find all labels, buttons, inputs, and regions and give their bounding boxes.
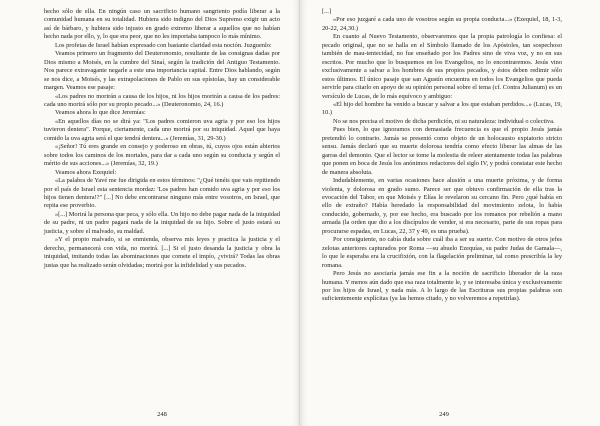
paragraph: [...] xyxy=(322,8,331,15)
paragraph: Veamos ahora lo que dice Jeremías: xyxy=(55,109,146,117)
paragraph: Los profetas de Israel habían expresado con bastante claridad esta noción. Juzguenlo: xyxy=(55,41,272,49)
page-number: 249 xyxy=(439,411,449,418)
paragraph: No se nos precisa el motivo de dicha perdición, ni su naturaleza: individual o colectiva. xyxy=(333,117,555,125)
quote: «¡Señor! Tú eres grande en consejo y poderoso en obras, tú, cuyos ojos están abiertos sobre todos los caminos de los mortales, para dar a cada uno según su conducta y según el mérito de sus acciones...» (Jeremías, 32, 19.) xyxy=(44,143,280,168)
quote: »Y el propio malvado, si se enmienda, observa mis leyes y practica la justicia y el derecho, permanecerá con vida, no morirá. [...] Si el justo desanda la justicia y obra la iniquidad, imitando todas las abominaciones que comete el impío, ¿vivirá? Todas las obras justas que ha realizado serán olvidadas; morirá por la infidelidad y sus pecados. xyxy=(44,236,280,269)
quote: »Por eso juzgaré a cada uno de vosotros según su propia conducta...» (Ezequiel, 18, 1-3, 20-22, 24,30.) xyxy=(322,16,562,32)
paragraph: Pero Jesús no asociaría jamás ese fin a la noción de sacrificio liberador de la raza humana. Y menos aún dado que esa raza totalmente le, y se interesaba única y exclusivamente por los hijos de Israel, y nada más. A lo largo de las Escrituras sus propias palabras son suficientemente explícitas (ya las hemos citado, y no volveremos a repetirlas). xyxy=(322,270,562,303)
quote: »[...] Morirá la persona que peca, y sólo ella. Un hijo no debe pagar nada de la iniquidad de su padre, ni un padre pagará nada de la iniquidad de su hijo. Sobre el justo estará su justicia, y sobre el malvado, su maldad. xyxy=(44,210,280,235)
quote: «La palabra de Yavé me fue dirigida en estos términos: "¿Qué tenéis que vais repitiendo por el país de Israel esta sentencia mordaz: 'Los padres han comido uva agria y por eso los hijos tienen dentera!?" [...] No debe encontrarse ninguno más entre vosotros, en Israel, que repita ese proverbio. xyxy=(44,177,280,210)
left-page-text xyxy=(44,8,280,270)
page-number: 248 xyxy=(157,411,167,418)
quote: «En aquellos días no se dirá ya: "Los padres comieron uva agria y por eso los hijos tuvieron dentera". Porque, ciertamente, cada uno morirá por su iniquidad. Aquel que haya comido la uva agria será el que tendrá dentera...» (Jeremías, 31, 29-30.) xyxy=(44,117,280,142)
paragraph: Veamos primero un fragmento del Deuteronomio, resultante de las consignas dadas por Dios mismo a Moisés, en la cumbre del Sinaí, según la tradición del Antiguo Testamento. Nos parece extravagante negarle a este una importancia capital. Entre Dios hablando, según se nos dice, a Moisés, y las extrapolaciones de Pablo en sus epístolas, hay un considerable margen. Veamos ese pasaje: xyxy=(44,50,280,92)
paragraph: Pues bien, lo que ignoramos con demasiada frecuencia es que el propio Jesús jamás pretendió lo contrario. Jamás se presentó como objeto de un holocausto expiatorio stricto sensu. Jamás declaró que su muerte dolorosa tendría como efecto liberar las almas de las garras del demonio. Que el lector se tome la molestia de releer atentamente todas las palabras que ponen en boca de Jesús los anónimos redactores del siglo IV, y podrá constatar este hecho de manera absoluta. xyxy=(322,126,562,176)
paragraph: Indudablemente, en varias ocasiones hace alusión a una muerte próxima, y de forma violenta, y dolorosa en grado sumo. Parece ser que obtuvo confirmación de ella tras la evocación del Tabor, en que Moisés y Elías le revelaron su cercano fin. Pero ¿qué había en ello de extraño? Había heredado la responsabilidad del movimiento zelota, lo había conducido, gobernado, y, por ese hecho, era buscado por los romanos por rebelión a mano armada (la orden que dio a los discípulos de vender, si era necesario, parte de sus ropas para procurarse espadas, en Lucas, 22, 37 y 49, es una prueba). xyxy=(322,177,562,235)
right-page-text xyxy=(322,8,562,304)
paragraph: Por consiguiente, no cabía duda sobre cuál iba a ser su suerte. Con motivo de otros jefes zelotas anteriores capturados por Roma —su abuelo Ezequías, su padre Judas de Gamala—, lo que le esperaba era la crucifixión, con la flagelación preliminar, tal como prescribía la ley romana. xyxy=(322,236,562,269)
paragraph: Veamos ahora Ezequiel: xyxy=(55,168,117,176)
right-page xyxy=(300,0,600,426)
paragraph: hecho sólo de ella. En ningún caso un sacrificio humano sangriento podía liberar a la comunidad humana en su totalidad. Hubiera sido indigno del Dios Supremo exigir un acto así de bárbaro, y hubiera sido injusto en grado extremo liberar a aquellos que no habían hecho nada por ello, y, lo que era peor, que no les importaba tampoco lo más mínimo. xyxy=(44,8,280,41)
quote: «Los padres no morirán a causa de los hijos, ni los hijos morirán a causa de los padres: cada uno morirá sólo por su propio pecado...» (Deuteronomio, 24, 16.) xyxy=(44,92,280,108)
paragraph: En cuanto al Nuevo Testamento, observaremos que la propia patrología lo confiesa: el pecado original, que no se halla en el Símbolo llamado de los Apóstoles, tan sospechoso también de mau-tentecidad, no fue enseñado por los Padres sino de viva voz, y no en sus escritos. Por mucho que lo busquemos en los Evangelios, no lo encontraremos. Jesús vino exclusivamente a salvar a los hombres de sus propios pecados, y éstos deben redimir sólo estos últimos. El único pasaje que san Agustín encuentra en todos los Evangelios que pueda servirle para citarlo en apoyo de su opinión personal sobre el tema (cf. Contra Julianum) es un versículo de Lucas, de lo más equívoco y ambiguo: xyxy=(322,33,562,100)
quote: «El hijo del hombre ha venido a buscar y salvar a los que estaban perdidos...» (Lucas, 19, 10.) xyxy=(322,100,562,117)
